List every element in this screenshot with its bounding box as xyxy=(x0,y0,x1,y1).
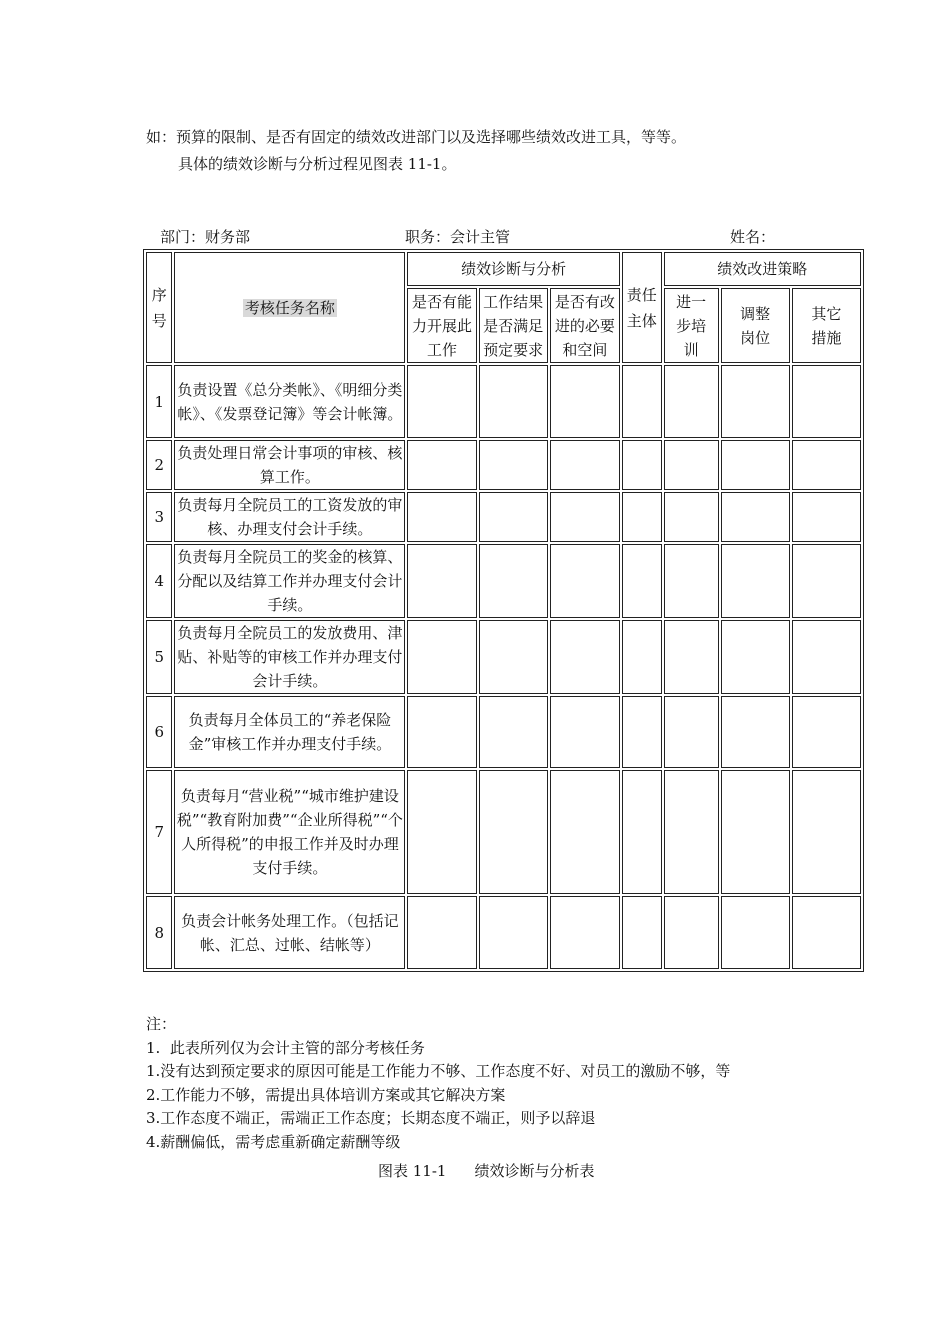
table-row xyxy=(146,620,861,694)
cell xyxy=(407,770,476,894)
cell xyxy=(479,544,548,618)
cell xyxy=(622,696,662,768)
cell xyxy=(792,544,861,618)
table-row xyxy=(146,492,861,542)
row-number: 6 xyxy=(146,696,172,768)
cell xyxy=(721,620,790,694)
cell xyxy=(479,696,548,768)
row-task: 负责每月全院员工的奖金的核算、分配以及结算工作并办理支付会计手续。 xyxy=(174,544,405,618)
performance-diagnosis-table xyxy=(143,249,864,972)
cell xyxy=(622,544,662,618)
department-label: 部门：财务部 xyxy=(160,228,251,246)
row-task: 负责每月全院员工的工资发放的审核、办理支付会计手续。 xyxy=(174,492,405,542)
table-row xyxy=(146,896,861,969)
header-strat-reposition: 调整岗位 xyxy=(721,288,790,363)
notes xyxy=(146,1013,730,1154)
cell xyxy=(407,492,476,542)
header-task-label: 考核任务名称 xyxy=(244,298,335,317)
cell xyxy=(721,696,790,768)
cell xyxy=(664,620,719,694)
cell xyxy=(721,365,790,438)
header-diagnosis-group: 绩效诊断与分析 xyxy=(407,252,620,286)
note-item: 1. 此表所列仅为会计主管的部分考核任务 xyxy=(146,1038,425,1057)
caption-label: 图表 11-1 xyxy=(378,1162,447,1180)
cell xyxy=(721,770,790,894)
cell xyxy=(721,492,790,542)
cell xyxy=(407,365,476,438)
cell xyxy=(664,365,719,438)
cell xyxy=(550,544,620,618)
table-row xyxy=(146,440,861,490)
cell xyxy=(550,770,620,894)
cell xyxy=(622,896,662,969)
cell xyxy=(550,696,620,768)
cell xyxy=(407,440,476,490)
cell xyxy=(622,440,662,490)
notes-title: 注： xyxy=(146,1015,177,1033)
cell xyxy=(407,620,476,694)
cell xyxy=(407,544,476,618)
header-responsible: 责任主体 xyxy=(622,252,662,363)
table-row xyxy=(146,544,861,618)
cell xyxy=(721,440,790,490)
cell xyxy=(664,770,719,894)
position-label: 职务：会计主管 xyxy=(405,228,511,246)
cell xyxy=(664,696,719,768)
table-row xyxy=(146,770,861,894)
intro-line-1: 如：预算的限制、是否有固定的绩效改进部门以及选择哪些绩效改进工具，等等。 xyxy=(146,128,687,146)
cell xyxy=(721,896,790,969)
row-task: 负责会计帐务处理工作。（包括记帐、汇总、过帐、结帐等） xyxy=(174,896,405,969)
figure-caption xyxy=(378,1160,594,1181)
header-diag-ability: 是否有能力开展此工作 xyxy=(407,288,476,363)
row-number: 4 xyxy=(146,544,172,618)
note-item: 4.薪酬偏低，需考虑重新确定薪酬等级 xyxy=(146,1132,401,1151)
name-label: 姓名： xyxy=(730,228,776,246)
cell xyxy=(664,896,719,969)
cell xyxy=(622,492,662,542)
row-number: 7 xyxy=(146,770,172,894)
note-item: 1.没有达到预定要求的原因可能是工作能力不够、工作态度不好、对员工的激励不够，等 xyxy=(146,1062,731,1080)
cell xyxy=(792,440,861,490)
cell xyxy=(407,696,476,768)
row-number: 5 xyxy=(146,620,172,694)
cell xyxy=(550,440,620,490)
row-number: 2 xyxy=(146,440,172,490)
cell xyxy=(550,620,620,694)
row-task: 负责每月全体员工的“养老保险金”审核工作并办理支付手续。 xyxy=(174,696,405,768)
row-number: 1 xyxy=(146,365,172,438)
header-seq: 序号 xyxy=(146,252,172,363)
row-number: 8 xyxy=(146,896,172,969)
header-strategy-group: 绩效改进策略 xyxy=(664,252,861,286)
header-task xyxy=(174,252,405,363)
row-number: 3 xyxy=(146,492,172,542)
cell xyxy=(550,492,620,542)
row-task: 负责每月全院员工的发放费用、津贴、补贴等的审核工作并办理支付会计手续。 xyxy=(174,620,405,694)
cell xyxy=(479,440,548,490)
cell xyxy=(792,696,861,768)
cell xyxy=(479,896,548,969)
cell xyxy=(664,492,719,542)
cell xyxy=(550,896,620,969)
cell xyxy=(479,492,548,542)
cell xyxy=(407,896,476,969)
table-row xyxy=(146,696,861,768)
cell xyxy=(550,365,620,438)
cell xyxy=(479,620,548,694)
table-row xyxy=(146,365,861,438)
cell xyxy=(664,544,719,618)
cell xyxy=(622,770,662,894)
note-item: 3.工作态度不端正，需端正工作态度；长期态度不端正，则予以辞退 xyxy=(146,1109,596,1127)
cell xyxy=(792,492,861,542)
intro-line-2: 具体的绩效诊断与分析过程见图表 11-1。 xyxy=(178,155,457,173)
cell xyxy=(792,896,861,969)
cell xyxy=(792,365,861,438)
row-task: 负责处理日常会计事项的审核、核算工作。 xyxy=(174,440,405,490)
header-strat-other: 其它措施 xyxy=(792,288,861,363)
cell xyxy=(792,620,861,694)
cell xyxy=(792,770,861,894)
cell xyxy=(664,440,719,490)
header-diag-result: 工作结果是否满足预定要求 xyxy=(479,288,548,363)
caption-title: 绩效诊断与分析表 xyxy=(474,1162,595,1180)
cell xyxy=(622,365,662,438)
row-task: 负责每月“营业税”“城市维护建设税”“教育附加费”“企业所得税”“个人所得税”的申报工作并及时办理支付手续。 xyxy=(174,770,405,894)
header-strat-training: 进一步培训 xyxy=(664,288,719,363)
cell xyxy=(721,544,790,618)
cell xyxy=(479,365,548,438)
cell xyxy=(479,770,548,894)
header-diag-improve: 是否有改进的必要和空间 xyxy=(550,288,620,363)
note-item: 2.工作能力不够，需提出具体培训方案或其它解决方案 xyxy=(146,1085,506,1104)
cell xyxy=(622,620,662,694)
row-task: 负责设置《总分类帐》、《明细分类帐》、《发票登记簿》等会计帐簿。 xyxy=(174,365,405,438)
